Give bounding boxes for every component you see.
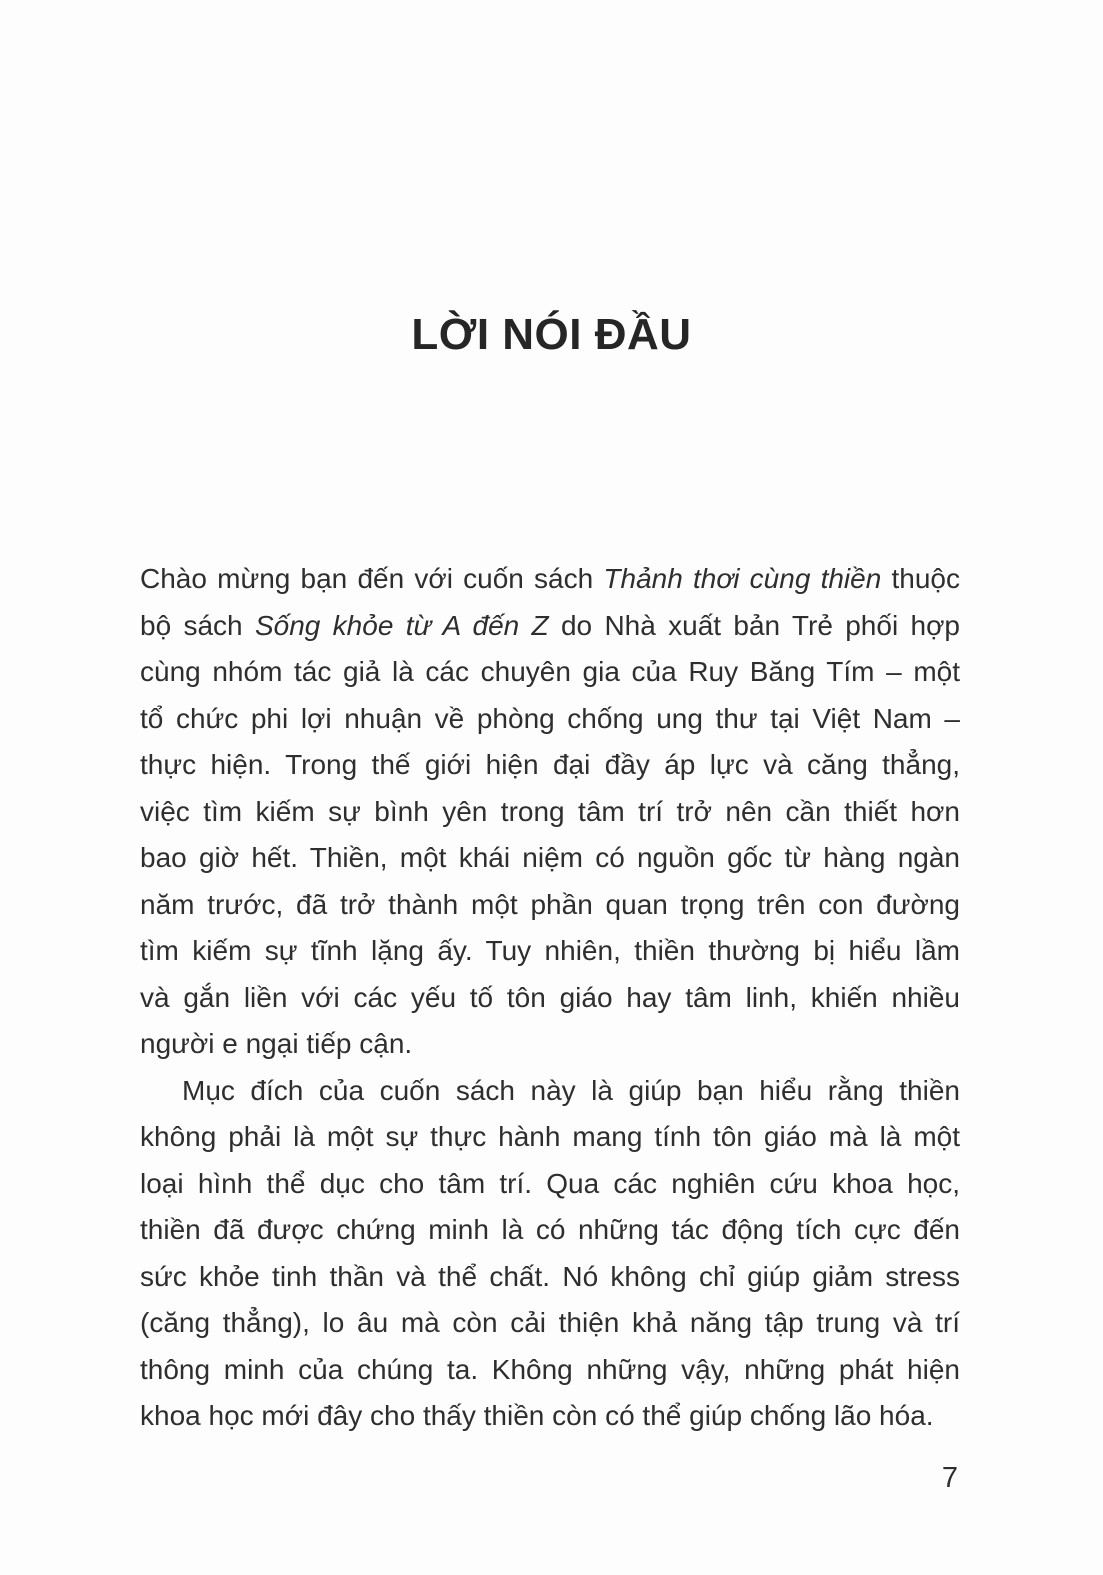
text-segment: bao giờ hết. Thiền, một khái niệm có nguồn gốc từ hàng ngàn bbox=[140, 842, 960, 873]
text-segment: khoa học mới đây cho thấy thiền còn có thể giúp chống lão hóa. bbox=[140, 1400, 934, 1431]
text-line bbox=[140, 882, 960, 929]
text-line bbox=[140, 1114, 960, 1161]
text-segment: việc tìm kiếm sự bình yên trong tâm trí trở nên cần thiết hơn bbox=[140, 795, 960, 827]
text-line bbox=[140, 789, 960, 836]
text-segment: và gắn liền với các yếu tố tôn giáo hay tâm linh, khiến nhiều bbox=[140, 981, 960, 1013]
paragraph bbox=[140, 1068, 960, 1440]
text-segment: cùng nhóm tác giả là các chuyên gia của Ruy Băng Tím – một bbox=[140, 656, 960, 687]
text-segment: tìm kiếm sự tĩnh lặng ấy. Tuy nhiên, thiền thường bị hiểu lầm bbox=[140, 935, 960, 966]
text-line bbox=[140, 696, 960, 743]
italic-text-segment: Sống khỏe từ A đến Z bbox=[254, 609, 549, 641]
text-segment: loại hình thể dục cho tâm trí. Qua các nghiên cứu khoa học, bbox=[140, 1167, 960, 1199]
text-line bbox=[140, 1254, 960, 1301]
text-segment: thiền đã được chứng minh là có những tác động tích cực đến bbox=[140, 1214, 960, 1245]
text-line bbox=[140, 1161, 960, 1208]
text-line bbox=[140, 928, 960, 975]
text-segment: do Nhà xuất bản Trẻ phối hợp bbox=[548, 609, 960, 641]
text-segment: thông minh của chúng ta. Không những vậy, những phát hiện bbox=[140, 1353, 960, 1385]
text-line bbox=[140, 742, 960, 789]
text-line bbox=[140, 1300, 960, 1347]
text-segment: không phải là một sự thực hành mang tính tôn giáo mà là một bbox=[140, 1121, 960, 1152]
text-line bbox=[140, 1207, 960, 1254]
text-segment: (căng thẳng), lo âu mà còn cải thiện khả năng tập trung và trí bbox=[140, 1307, 960, 1338]
body-text bbox=[140, 556, 960, 1440]
text-segment: thực hiện. Trong thế giới hiện đại đầy áp lực và căng thẳng, bbox=[140, 749, 960, 780]
text-segment: thuộc bbox=[881, 563, 961, 594]
text-line bbox=[140, 603, 960, 650]
text-segment: Mục đích của cuốn sách này là giúp bạn hiểu rằng thiền bbox=[182, 1074, 960, 1106]
text-line bbox=[140, 975, 960, 1022]
text-segment: người e ngại tiếp cận. bbox=[140, 1028, 413, 1059]
paragraph bbox=[140, 556, 960, 1068]
text-segment: bộ sách bbox=[140, 609, 255, 641]
text-line bbox=[140, 1347, 960, 1394]
chapter-title: LỜI NÓI ĐẦU bbox=[411, 310, 692, 359]
italic-text-segment: Thảnh thơi cùng thiền bbox=[603, 563, 882, 594]
page-number: 7 bbox=[941, 1462, 959, 1494]
text-line bbox=[140, 1393, 960, 1440]
text-segment: tổ chức phi lợi nhuận về phòng chống ung thư tại Việt Nam – bbox=[140, 702, 960, 734]
text-line bbox=[140, 649, 960, 696]
text-line bbox=[140, 556, 960, 603]
text-line bbox=[140, 835, 960, 882]
text-segment: năm trước, đã trở thành một phần quan trọng trên con đường bbox=[140, 888, 960, 920]
text-segment: sức khỏe tinh thần và thể chất. Nó không chỉ giúp giảm stress bbox=[140, 1260, 960, 1292]
text-segment: Chào mừng bạn đến với cuốn sách bbox=[140, 563, 604, 594]
text-line bbox=[140, 1068, 960, 1115]
text-line bbox=[140, 1021, 960, 1068]
